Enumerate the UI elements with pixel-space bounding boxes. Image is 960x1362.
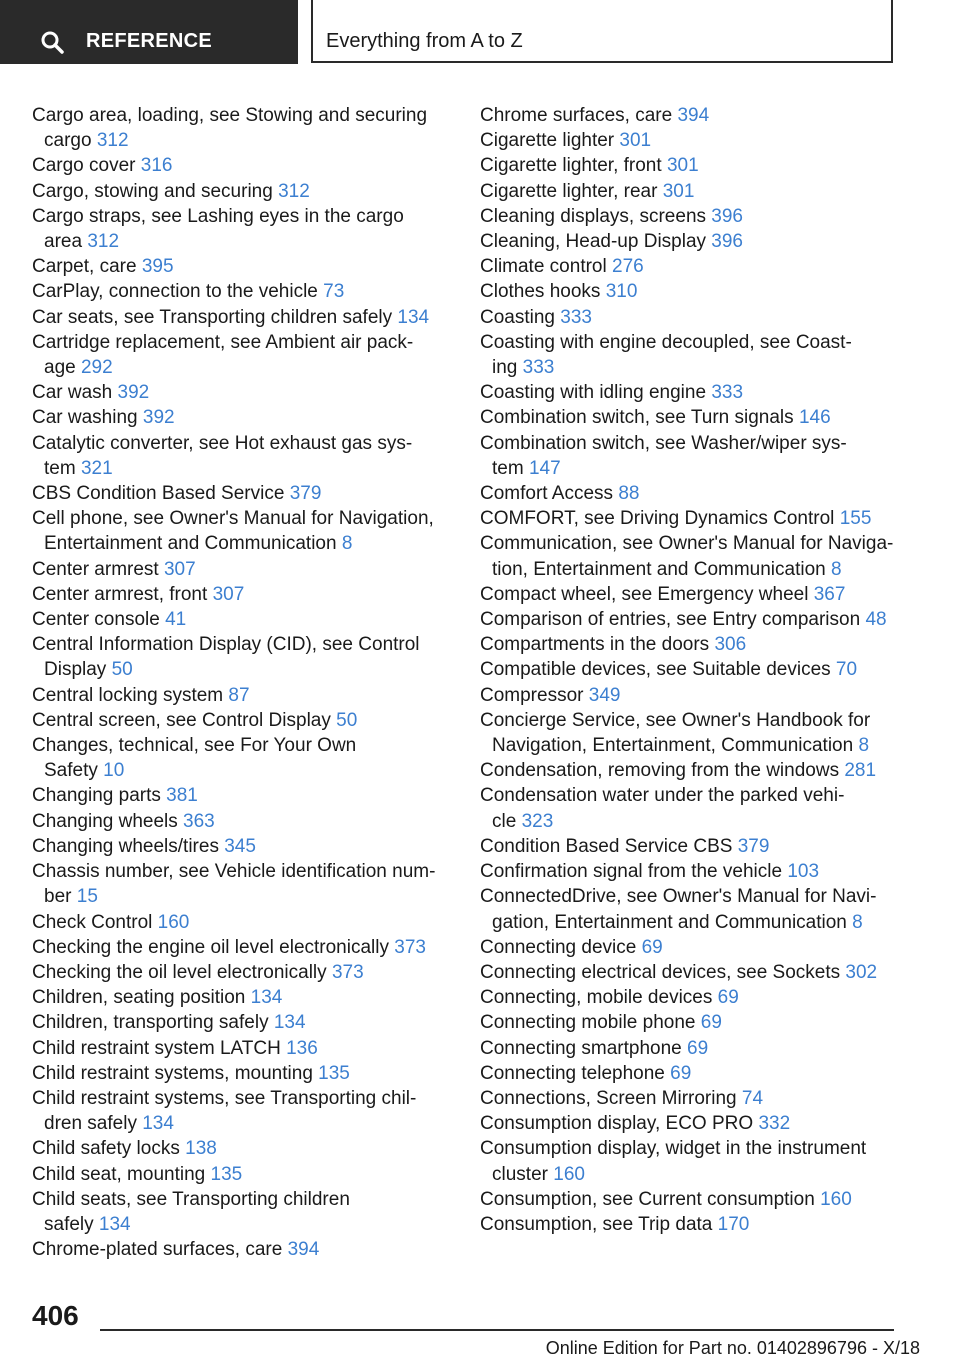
index-entry-text: Climate control: [480, 256, 607, 278]
index-entry: [480, 582, 920, 607]
index-entry: [32, 910, 452, 935]
index-entry: [480, 1036, 920, 1061]
index-entry-text: Car wash: [32, 382, 113, 404]
page-reference-link[interactable]: 323: [521, 810, 554, 832]
index-entry-text: Comparison of entries, see Entry comparison: [480, 609, 861, 631]
page-reference-link[interactable]: 276: [612, 256, 644, 278]
index-entry: [32, 859, 452, 909]
chapter-tab: [311, 0, 893, 63]
index-entry-text: COMFORT, see Driving Dynamics Control: [480, 508, 835, 530]
index-entry: [480, 254, 920, 279]
page-reference-link[interactable]: 138: [185, 1138, 217, 1160]
index-entry-text: Child safety locks: [32, 1138, 180, 1160]
page-reference-link[interactable]: 349: [588, 684, 621, 706]
page-reference-link[interactable]: 160: [820, 1188, 852, 1210]
index-entry: [32, 1237, 452, 1262]
index-entry-text: Center console: [32, 609, 160, 631]
page-reference-link[interactable]: 8: [341, 533, 353, 555]
page-reference-link[interactable]: 345: [224, 835, 256, 857]
index-entry-text: Navigation, Entertainment, Communication: [492, 735, 854, 757]
page-reference-link[interactable]: 302: [845, 961, 878, 983]
index-entry-text: Car washing: [32, 407, 138, 429]
reference-tab: [0, 0, 298, 64]
page-reference-link[interactable]: 135: [210, 1163, 243, 1185]
index-entry-text: Cleaning, Head-up Display: [480, 231, 707, 253]
index-entry-text: Connecting mobile phone: [480, 1012, 696, 1034]
index-entry: [480, 1010, 920, 1035]
index-entry-text: Cargo cover: [32, 155, 136, 177]
index-entry: [480, 960, 920, 985]
index-entry: [480, 859, 920, 884]
index-entry-text: dren safely: [44, 1113, 137, 1135]
page-reference-link[interactable]: 333: [522, 357, 555, 379]
index-entry-text: Condensation, removing from the windows: [480, 760, 840, 782]
index-entry-text: cargo: [44, 130, 92, 152]
page-reference-link[interactable]: 394: [677, 105, 710, 126]
index-entry-text: Consumption display, ECO PRO: [480, 1113, 754, 1135]
section-label: REFERENCE: [86, 30, 213, 52]
index-entry: [480, 985, 920, 1010]
page-reference-link[interactable]: 373: [331, 961, 364, 983]
index-entry-text: Child restraint systems, see Transporting chil-: [32, 1087, 417, 1109]
index-entry-text: Clothes hooks: [480, 281, 601, 303]
index-entry-text: Central screen, see Control Display: [32, 709, 331, 731]
index-entry-text: cle: [492, 810, 517, 832]
index-entry: [32, 582, 452, 607]
page-reference-link[interactable]: 134: [273, 1012, 306, 1034]
index-entry-text: age: [44, 357, 76, 379]
page-reference-link[interactable]: 134: [98, 1213, 131, 1235]
index-entry: [32, 153, 452, 178]
index-entry: [480, 305, 920, 330]
page-reference-link[interactable]: 69: [670, 1062, 692, 1084]
index-entry-text: Consumption, see Trip data: [480, 1213, 713, 1235]
page-reference-link[interactable]: 136: [286, 1037, 318, 1059]
page-reference-link[interactable]: 307: [212, 583, 245, 605]
edition-text: Online Edition for Part no. 01402896796 - X/18: [545, 1338, 920, 1358]
page-reference-link[interactable]: 103: [787, 861, 820, 883]
index-entry: [32, 1010, 452, 1035]
index-entry: [32, 708, 452, 733]
index-entry-text: Coasting with idling engine: [480, 382, 707, 404]
index-entry-text: gation, Entertainment and Communication: [492, 911, 847, 933]
page-reference-link[interactable]: 312: [278, 180, 310, 202]
index-entry: [32, 607, 452, 632]
index-entry-text: Central Information Display (CID), see Control: [32, 634, 420, 656]
index-entry: [480, 607, 920, 632]
index-entry: [32, 103, 452, 153]
index-entry: [32, 405, 452, 430]
index-entry-text: Check Control: [32, 911, 153, 933]
index-entry: [480, 506, 920, 531]
page-reference-link[interactable]: 301: [666, 155, 699, 177]
search-icon: [40, 30, 66, 56]
index-entry: [32, 1162, 452, 1187]
index-entry: [480, 330, 920, 380]
index-entry-text: Chrome-plated surfaces, care: [32, 1239, 283, 1261]
index-entry-text: Changes, technical, see For Your Own: [32, 735, 357, 757]
page-reference-link[interactable]: 69: [700, 1012, 722, 1034]
index-entry-text: ConnectedDrive, see Owner's Manual for Navi-: [480, 886, 877, 908]
page-reference-link[interactable]: 312: [87, 231, 120, 253]
index-entry: [480, 1086, 920, 1111]
index-entry: [32, 783, 452, 808]
index-entry-text: Children, seating position: [32, 987, 246, 1009]
page-reference-link[interactable]: 134: [250, 987, 283, 1009]
index-entry-text: Connections, Screen Mirroring: [480, 1087, 737, 1109]
page-reference-link[interactable]: 88: [618, 483, 640, 505]
index-entry-text: Child restraint systems, mounting: [32, 1062, 313, 1084]
page-reference-link[interactable]: 373: [394, 936, 426, 958]
index-entry: [32, 809, 452, 834]
index-entry: [32, 1187, 452, 1237]
index-entry-text: Connecting telephone: [480, 1062, 665, 1084]
page-reference-link[interactable]: 70: [835, 659, 858, 681]
index-column-left: [32, 103, 452, 1262]
index-entry: [480, 935, 920, 960]
index-entry-text: Chassis number, see Vehicle identification num-: [32, 861, 436, 883]
index-entry-text: Cartridge replacement, see Ambient air pack-: [32, 331, 414, 353]
index-entry: [480, 153, 920, 178]
page-reference-link[interactable]: 321: [80, 457, 113, 479]
index-entry: [32, 960, 452, 985]
page-reference-link[interactable]: 292: [80, 357, 113, 379]
index-entry-text: Compartments in the doors: [480, 634, 710, 656]
index-entry: [32, 204, 452, 254]
index-entry: [32, 683, 452, 708]
index-entry-text: Communication, see Owner's Manual for Naviga-: [480, 533, 894, 555]
index-entry: [480, 103, 920, 128]
index-entry-text: Connecting smartphone: [480, 1037, 682, 1059]
page-reference-link[interactable]: 301: [619, 130, 652, 152]
index-entry: [32, 481, 452, 506]
index-entry: [480, 683, 920, 708]
index-entry-text: Combination switch, see Turn signals: [480, 407, 794, 429]
index-entry-text: Child seat, mounting: [32, 1163, 206, 1185]
page-reference-link[interactable]: 48: [865, 609, 887, 631]
index-entry-text: ber: [44, 886, 72, 908]
index-entry: [32, 330, 452, 380]
index-entry-text: Compact wheel, see Emergency wheel: [480, 583, 809, 605]
index-entry: [32, 506, 452, 556]
index-entry-text: area: [44, 231, 83, 253]
index-entry-text: Center armrest, front: [32, 583, 208, 605]
index-entry-text: Condition Based Service CBS: [480, 835, 733, 857]
page-reference-link[interactable]: 69: [641, 936, 663, 958]
index-entry-text: ing: [492, 357, 518, 379]
index-entry-text: Cargo straps, see Lashing eyes in the cargo: [32, 205, 404, 227]
index-entry-text: Connecting electrical devices, see Sockets: [480, 961, 841, 983]
index-entry-text: Consumption display, widget in the instrument: [480, 1138, 867, 1160]
index-entry: [480, 1136, 920, 1186]
index-entry-text: Cigarette lighter, front: [480, 155, 662, 177]
index-entry-text: Cigarette lighter, rear: [480, 180, 658, 202]
page-reference-link[interactable]: 381: [166, 785, 198, 807]
page-reference-link[interactable]: 312: [96, 130, 129, 152]
index-entry-text: Concierge Service, see Owner's Handbook for: [480, 709, 871, 731]
page-reference-link[interactable]: 316: [140, 155, 173, 177]
page-reference-link[interactable]: 379: [737, 835, 770, 857]
page-reference-link[interactable]: 379: [289, 483, 322, 505]
index-entry-text: Cigarette lighter: [480, 130, 615, 152]
index-entry-text: Central locking system: [32, 684, 224, 706]
index-entry-text: Coasting: [480, 306, 555, 328]
index-entry-text: Children, transporting safely: [32, 1012, 269, 1034]
index-entry: [32, 557, 452, 582]
page-reference-link[interactable]: 147: [528, 457, 561, 479]
index-entry-text: Display: [44, 659, 107, 681]
index-entry-text: Cargo, stowing and securing: [32, 180, 273, 202]
page-number: 406: [32, 1300, 79, 1331]
index-entry: [480, 204, 920, 229]
page-reference-link[interactable]: 170: [717, 1213, 750, 1235]
page-reference-link[interactable]: 146: [798, 407, 831, 429]
index-column-right: [480, 103, 920, 1237]
page-reference-link[interactable]: 10: [103, 760, 125, 782]
index-entry: [480, 884, 920, 934]
index-entry-text: Consumption, see Current consumption: [480, 1188, 815, 1210]
index-entry-text: Connecting, mobile devices: [480, 987, 713, 1009]
index-entry: [480, 380, 920, 405]
index-entry: [480, 229, 920, 254]
index-entry: [480, 758, 920, 783]
index-entry: [32, 1036, 452, 1061]
index-entry: [480, 632, 920, 657]
index-entry-text: Compatible devices, see Suitable devices: [480, 659, 831, 681]
index-entry: [480, 1061, 920, 1086]
page-reference-link[interactable]: 310: [605, 281, 638, 303]
index-entry-text: Cleaning displays, screens: [480, 205, 707, 227]
page-reference-link[interactable]: 333: [560, 306, 592, 328]
index-entry: [32, 935, 452, 960]
index-entry-text: cluster: [492, 1163, 548, 1185]
index-entry-text: Comfort Access: [480, 483, 614, 505]
index-entry-text: tem: [492, 457, 524, 479]
index-entry: [32, 733, 452, 783]
page-reference-link[interactable]: 396: [711, 231, 743, 253]
index-entry: [480, 783, 920, 833]
page-reference-link[interactable]: 395: [141, 256, 174, 278]
index-entry-text: Combination switch, see Washer/wiper sys-: [480, 432, 847, 454]
page-reference-link[interactable]: 69: [687, 1037, 709, 1059]
page-reference-link[interactable]: 306: [714, 634, 747, 656]
index-entry: [480, 405, 920, 430]
index-entry-text: Compressor: [480, 684, 584, 706]
page-reference-link[interactable]: 134: [397, 306, 430, 328]
index-entry-text: Safety: [44, 760, 98, 782]
page-reference-link[interactable]: 160: [553, 1163, 585, 1185]
page-reference-link[interactable]: 396: [711, 205, 743, 227]
index-entry: [32, 1086, 452, 1136]
index-entry-text: Changing wheels: [32, 810, 178, 832]
index-entry: [480, 708, 920, 758]
index-entry: [480, 279, 920, 304]
index-entry: [32, 1061, 452, 1086]
page-reference-link[interactable]: 50: [111, 659, 133, 681]
index-entry-text: Cell phone, see Owner's Manual for Navigation,: [32, 508, 434, 530]
index-entry: [480, 128, 920, 153]
page-reference-link[interactable]: 87: [228, 684, 250, 706]
index-entry: [480, 481, 920, 506]
index-entry: [32, 632, 452, 682]
chapter-title: Everything from A to Z: [326, 30, 523, 52]
index-entry-text: Catalytic converter, see Hot exhaust gas sys-: [32, 432, 413, 454]
page-reference-link[interactable]: 73: [323, 281, 345, 303]
index-entry-text: Connecting device: [480, 936, 637, 958]
index-entry-text: CarPlay, connection to the vehicle: [32, 281, 318, 303]
index-entry-text: Center armrest: [32, 558, 159, 580]
index-entry: [480, 1187, 920, 1212]
index-entry-text: Cargo area, loading, see Stowing and securing: [32, 105, 428, 126]
index-entry-text: Changing wheels/tires: [32, 835, 219, 857]
index-entry-text: Changing parts: [32, 785, 161, 807]
index-entry: [480, 657, 920, 682]
index-entry: [32, 380, 452, 405]
index-entry-text: Carpet, care: [32, 256, 137, 278]
page-reference-link[interactable]: 69: [717, 987, 739, 1009]
page-reference-link[interactable]: 8: [852, 911, 863, 933]
index-entry-text: Car seats, see Transporting children safely: [32, 306, 393, 328]
page-header: [0, 0, 960, 66]
page-reference-link[interactable]: 392: [117, 382, 150, 404]
footer-divider: [100, 1329, 894, 1331]
page-reference-link[interactable]: 367: [813, 583, 846, 605]
page-reference-link[interactable]: 160: [157, 911, 190, 933]
index-entry-text: tem: [44, 457, 76, 479]
page-reference-link[interactable]: 155: [839, 508, 872, 530]
index-entry: [32, 985, 452, 1010]
index-entry-text: Child seats, see Transporting children: [32, 1188, 350, 1210]
index-entry: [32, 1136, 452, 1161]
index-entry: [480, 431, 920, 481]
index-entry: [32, 279, 452, 304]
page-reference-link[interactable]: 394: [287, 1239, 320, 1261]
index-entry-text: Child restraint system LATCH: [32, 1037, 281, 1059]
index-entry: [480, 179, 920, 204]
index-entry-text: Coasting with engine decoupled, see Coast-: [480, 331, 852, 353]
page-reference-link[interactable]: 41: [165, 609, 187, 631]
index-entry-text: CBS Condition Based Service: [32, 483, 285, 505]
index-entry-text: Confirmation signal from the vehicle: [480, 861, 783, 883]
index-entry: [32, 431, 452, 481]
index-entry-text: Checking the oil level electronically: [32, 961, 327, 983]
index-entry-text: safely: [44, 1213, 94, 1235]
index-entry: [480, 834, 920, 859]
page-reference-link[interactable]: 332: [758, 1113, 791, 1135]
page-reference-link[interactable]: 363: [183, 810, 215, 832]
index-entry: [32, 834, 452, 859]
page-reference-link[interactable]: 8: [831, 558, 842, 580]
page-reference-link[interactable]: 134: [142, 1113, 174, 1135]
index-entry: [480, 531, 920, 581]
page-reference-link[interactable]: 74: [741, 1087, 764, 1109]
index-entry: [480, 1111, 920, 1136]
page-reference-link[interactable]: 15: [76, 886, 98, 908]
index-entry-text: Condensation water under the parked vehi-: [480, 785, 845, 807]
page-reference-link[interactable]: 50: [336, 709, 358, 731]
index-entry-text: Chrome surfaces, care: [480, 105, 673, 126]
index-entry: [32, 254, 452, 279]
page-reference-link[interactable]: 392: [142, 407, 175, 429]
page-reference-link[interactable]: 307: [163, 558, 196, 580]
page-reference-link[interactable]: 333: [711, 382, 744, 404]
page-reference-link[interactable]: 8: [858, 735, 870, 757]
index-entry: [32, 305, 452, 330]
page-reference-link[interactable]: 281: [844, 760, 877, 782]
page-reference-link[interactable]: 301: [662, 180, 695, 202]
page-reference-link[interactable]: 135: [318, 1062, 350, 1084]
index-entry: [480, 1212, 920, 1237]
index-entry-text: Checking the engine oil level electronically: [32, 936, 389, 958]
index-entry-text: Entertainment and Communication: [44, 533, 337, 555]
index-entry-text: tion, Entertainment and Communication: [492, 558, 826, 580]
index-entry: [32, 179, 452, 204]
